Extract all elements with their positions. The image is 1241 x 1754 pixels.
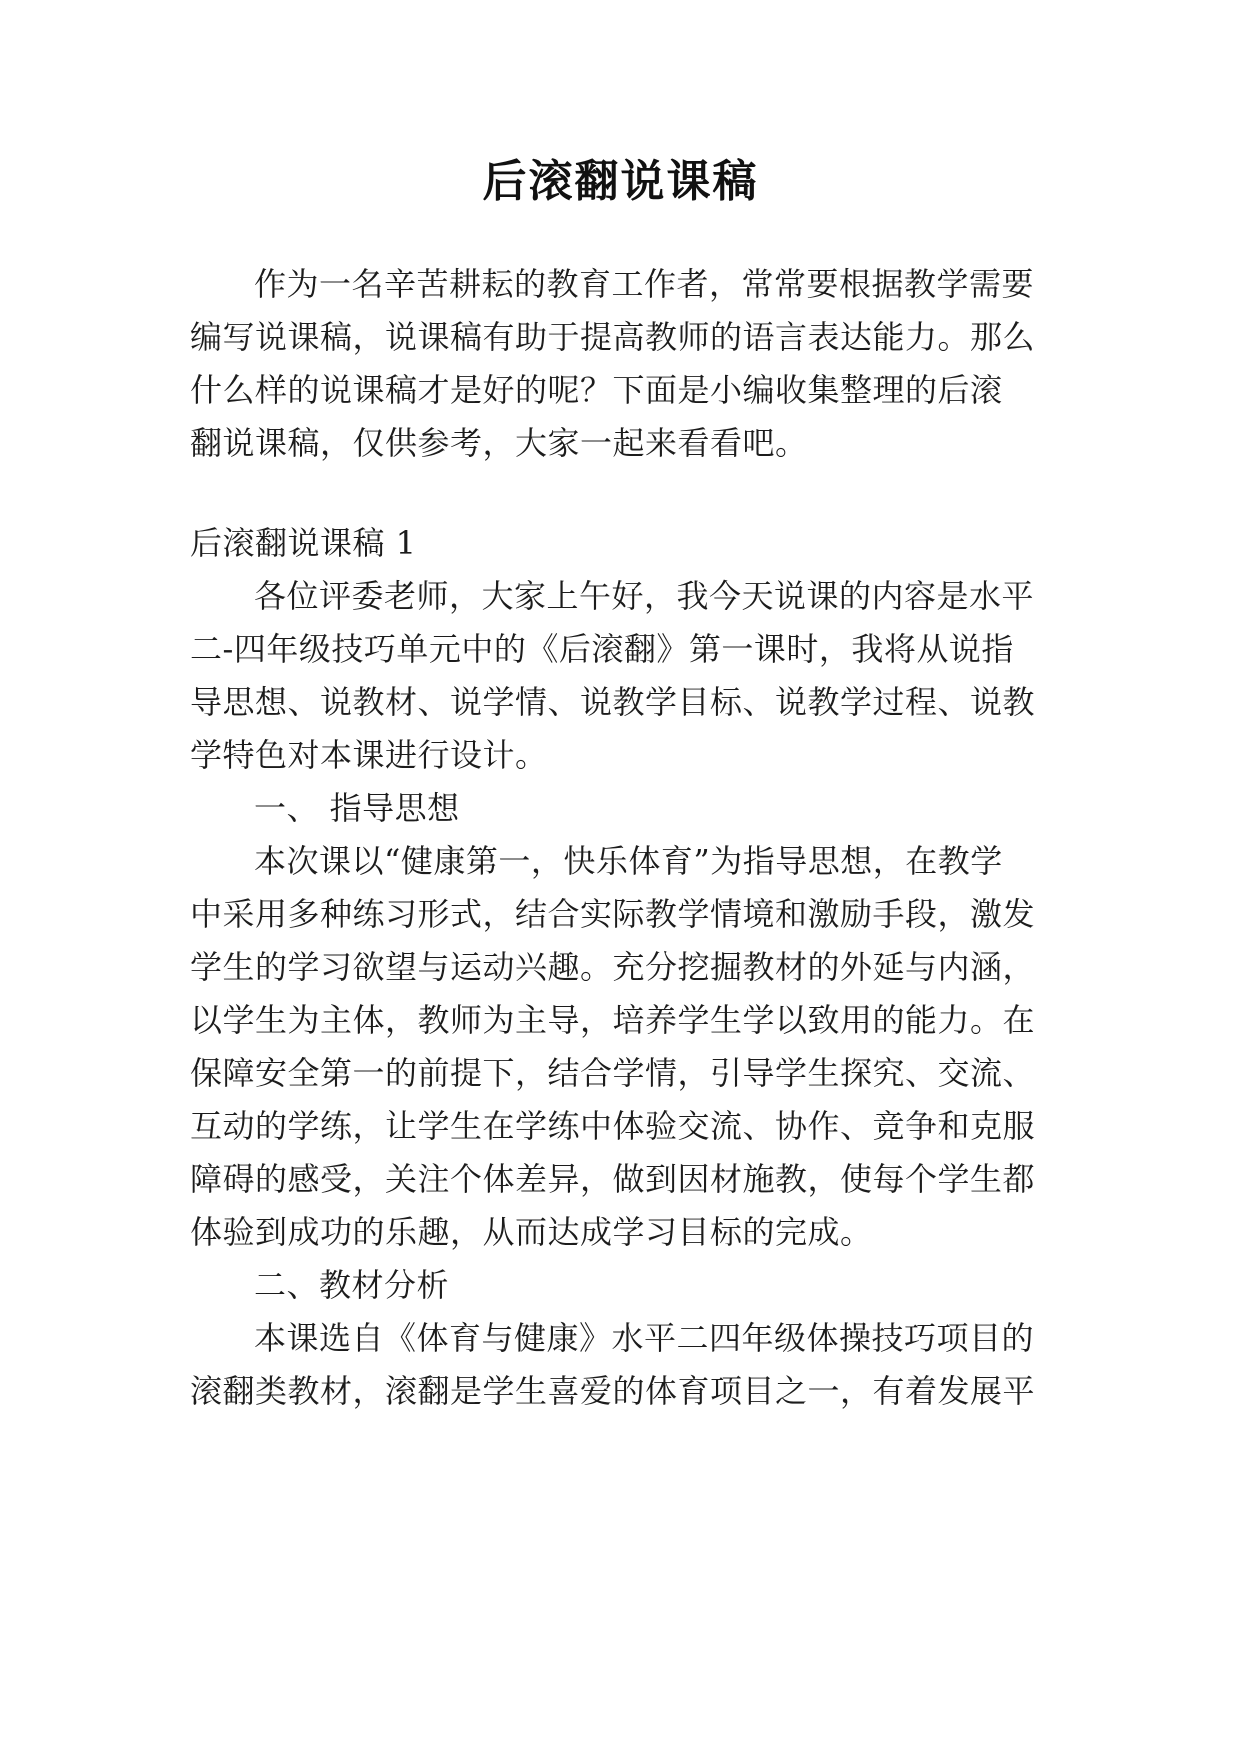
document-title: 后滚翻说课稿 <box>482 156 759 207</box>
part1-heading: 一、 指导思想 <box>254 789 460 827</box>
part1-line: 体验到成功的乐趣，从而达成学习目标的完成。 <box>190 1213 873 1251</box>
part2-line: 本课选自《体育与健康》水平二四年级体操技巧项目的 <box>254 1319 1035 1357</box>
part2-heading: 二、教材分析 <box>254 1266 450 1304</box>
section-heading: 后滚翻说课稿 1 <box>190 524 417 562</box>
part1-line: 互动的学练，让学生在学练中体验交流、协作、竞争和克服 <box>190 1107 1036 1145</box>
intro-line: 什么样的说课稿才是好的呢？下面是小编收集整理的后滚 <box>190 371 1003 409</box>
intro-line: 作为一名辛苦耕耘的教育工作者，常常要根据教学需要 <box>254 265 1035 303</box>
opening-line: 学特色对本课进行设计。 <box>190 736 548 774</box>
part1-line: 学生的学习欲望与运动兴趣。充分挖掘教材的外延与内涵， <box>190 948 1036 986</box>
opening-line: 二-四年级技巧单元中的《后滚翻》第一课时，我将从说指 <box>190 630 1014 668</box>
opening-line: 各位评委老师，大家上午好，我今天说课的内容是水平 <box>254 577 1035 615</box>
intro-line: 编写说课稿，说课稿有助于提高教师的语言表达能力。那么 <box>190 318 1036 356</box>
part1-line: 以学生为主体，教师为主导，培养学生学以致用的能力。在 <box>190 1001 1036 1039</box>
part2-line: 滚翻类教材，滚翻是学生喜爱的体育项目之一，有着发展平 <box>190 1372 1036 1410</box>
opening-line: 导思想、说教材、说学情、说教学目标、说教学过程、说教 <box>190 683 1036 721</box>
part1-line: 中采用多种练习形式，结合实际教学情境和激励手段，激发 <box>190 895 1036 933</box>
intro-line: 翻说课稿，仅供参考，大家一起来看看吧。 <box>190 424 808 462</box>
part1-line: 障碍的感受，关注个体差异，做到因材施教，使每个学生都 <box>190 1160 1036 1198</box>
part1-line: 保障安全第一的前提下，结合学情，引导学生探究、交流、 <box>190 1054 1036 1092</box>
part1-line: 本次课以“健康第一，快乐体育”为指导思想，在教学 <box>254 842 1003 880</box>
